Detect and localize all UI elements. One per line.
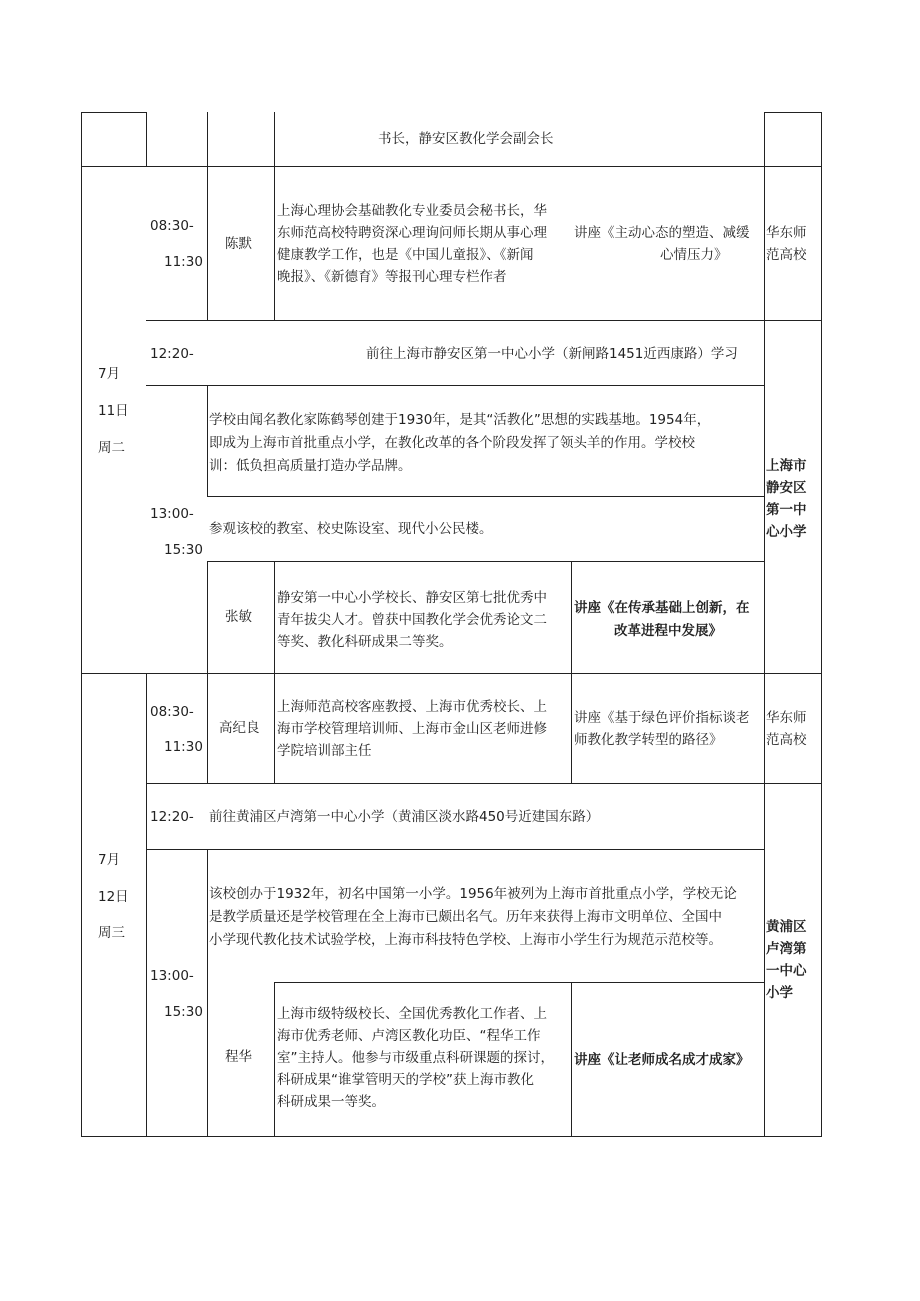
venue-line: 心小学 xyxy=(766,524,807,540)
top-row-text: 书长，静安区教化学会副会长 xyxy=(378,131,554,147)
grid-line xyxy=(207,561,764,562)
day1-afternoon-time-start: 13:00- xyxy=(150,506,194,522)
lecture-line: 讲座《在传承基础上创新，在 xyxy=(574,600,750,616)
day1-afternoon-time-end: 15:30 xyxy=(164,542,203,558)
grid-line xyxy=(81,1136,821,1137)
day2-afternoon-speaker: 程华 xyxy=(225,1049,252,1065)
bio-line: 青年拔尖人才。曾获中国教化学会优秀论文二 xyxy=(277,612,547,628)
grid-line xyxy=(821,112,822,1137)
grid-line xyxy=(764,112,765,1137)
bio-line: 学院培训部主任 xyxy=(277,743,372,759)
grid-line xyxy=(207,849,208,1137)
bio-line: 东师范高校特聘资深心理询问师长期从事心理 xyxy=(277,225,547,241)
bio-line: 上海心理协会基础教化专业委员会秘书长，华 xyxy=(277,203,547,219)
day1-visit-text: 参观该校的教室、校史陈设室、现代小公民楼。 xyxy=(209,521,493,537)
grid-line xyxy=(146,673,147,1137)
grid-line xyxy=(146,385,764,386)
intro-line: 小学现代教化技术试验学校，上海市科技特色学校、上海市小学生行为规范示范校等。 xyxy=(209,932,722,948)
bio-line: 科研成果“谁掌管明天的学校”获上海市教化 xyxy=(277,1072,534,1088)
grid-line xyxy=(764,112,821,113)
intro-line: 即成为上海市首批重点小学，在教化改革的各个阶段发挥了领头羊的作用。学校校 xyxy=(209,435,695,451)
day2-morning-speaker: 高纪良 xyxy=(219,720,260,736)
day2-transfer-text: 前往黄浦区卢湾第一中心小学（黄浦区淡水路450号近建国东路） xyxy=(209,809,600,825)
grid-line xyxy=(571,673,572,783)
day1-transfer-text: 前往上海市静安区第一中心小学（新闸路1451近西康路）学习 xyxy=(366,346,738,362)
day1-morning-time-end: 11:30 xyxy=(164,254,203,270)
day2-transfer-time: 12:20- xyxy=(150,809,194,825)
venue-line: 卢湾第 xyxy=(766,941,807,957)
grid-line xyxy=(274,982,275,1137)
venue-line: 一中心 xyxy=(766,963,807,979)
grid-line xyxy=(207,385,208,497)
day2-morning-time-end: 11:30 xyxy=(164,739,203,755)
day1-transfer-time: 12:20- xyxy=(150,346,194,362)
venue-line: 静安区 xyxy=(766,480,807,496)
bio-line: 健康教学工作，也是《中国儿童报》、《新闻 xyxy=(277,247,534,263)
day2-day: 12日 xyxy=(98,889,129,905)
grid-line xyxy=(146,783,821,784)
day1-morning-speaker: 陈默 xyxy=(225,236,252,252)
grid-line xyxy=(81,112,146,113)
bio-line: 上海师范高校客座教授、上海市优秀校长、上 xyxy=(277,699,547,715)
grid-line xyxy=(146,320,821,321)
grid-line xyxy=(146,849,764,850)
lecture-line: 讲座《基于绿色评价指标谈老 xyxy=(574,710,750,726)
intro-line: 该校创办于1932年，初名中国第一小学。1956年被列为上海市首批重点小学，学校无论 xyxy=(209,886,737,902)
day2-afternoon-lecture: 讲座《让老师成名成才成家》 xyxy=(574,1052,750,1068)
grid-line xyxy=(207,561,208,783)
venue-line: 上海市 xyxy=(766,458,807,474)
venue-line: 华东师 xyxy=(766,710,807,726)
grid-line xyxy=(146,112,147,167)
bio-line: 科研成果一等奖。 xyxy=(277,1094,385,1110)
venue-line: 范高校 xyxy=(766,247,807,263)
bio-line: 海市优秀老师、卢湾区教化功臣、“程华工作 xyxy=(277,1028,541,1044)
lecture-line: 心情压力》 xyxy=(660,247,728,263)
bio-line: 静安第一中心小学校长、静安区第七批优秀中 xyxy=(277,590,547,606)
grid-line xyxy=(274,112,275,320)
grid-line xyxy=(81,112,82,1137)
bio-line: 海市学校管理培训师、上海市金山区老师进修 xyxy=(277,721,547,737)
venue-line: 黄浦区 xyxy=(766,919,807,935)
day1-weekday: 周二 xyxy=(98,440,125,456)
day2-morning-time-start: 08:30- xyxy=(150,704,194,720)
day2-month: 7月 xyxy=(98,852,121,868)
venue-line: 范高校 xyxy=(766,732,807,748)
lecture-line: 讲座《主动心态的塑造、减缓 xyxy=(574,225,750,241)
grid-line xyxy=(274,673,275,783)
bio-line: 等奖、教化科研成果二等奖。 xyxy=(277,634,453,650)
day1-day: 11日 xyxy=(98,403,129,419)
grid-line xyxy=(81,673,821,674)
day1-afternoon-speaker: 张敏 xyxy=(225,609,252,625)
day2-afternoon-time-start: 13:00- xyxy=(150,968,194,984)
grid-line xyxy=(571,982,572,1137)
intro-line: 是教学质量还是学校管理在全上海市已颇出名气。历年来获得上海市文明单位、全国中 xyxy=(209,909,722,925)
bio-line: 室”主持人。他参与市级重点科研课题的探讨， xyxy=(277,1050,554,1066)
grid-line xyxy=(207,112,208,320)
venue-line: 第一中 xyxy=(766,502,807,518)
day1-morning-time-start: 08:30- xyxy=(150,218,194,234)
venue-line: 小学 xyxy=(766,985,793,1001)
grid-line xyxy=(81,166,821,167)
intro-line: 训：低负担高质量打造办学品牌。 xyxy=(209,458,412,474)
lecture-line: 师教化教学转型的路径》 xyxy=(574,732,723,748)
day2-weekday: 周三 xyxy=(98,925,125,941)
grid-line xyxy=(274,982,764,983)
lecture-line: 改革进程中发展》 xyxy=(614,623,722,639)
venue-line: 华东师 xyxy=(766,225,807,241)
grid-line xyxy=(274,561,275,673)
intro-line: 学校由闻名教化家陈鹤琴创建于1930年，是其“活教化”思想的实践基地。1954年， xyxy=(209,412,711,428)
bio-line: 上海市级特级校长、全国优秀教化工作者、上 xyxy=(277,1006,547,1022)
grid-line xyxy=(571,561,572,673)
grid-line xyxy=(207,496,764,497)
day1-month: 7月 xyxy=(98,366,121,382)
bio-line: 晚报》、《新德育》等报刊心理专栏作者 xyxy=(277,269,507,285)
day2-afternoon-time-end: 15:30 xyxy=(164,1004,203,1020)
